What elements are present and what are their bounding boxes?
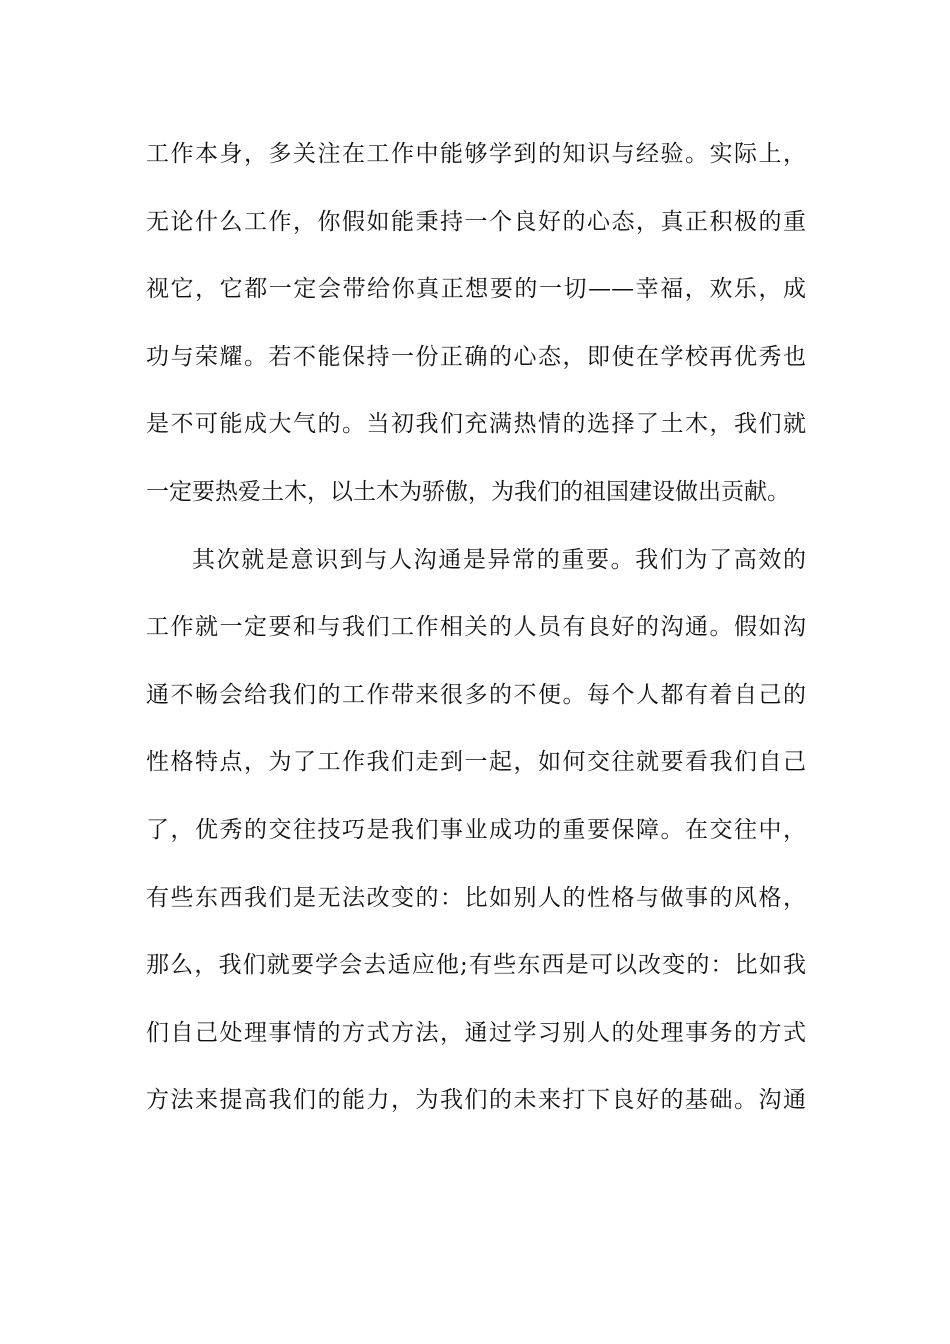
text-line: 是不可能成大气的。当初我们充满热情的选择了土木，我们就 bbox=[146, 411, 806, 438]
text-line: 通不畅会给我们的工作带来很多的不便。每个人都有着自己的 bbox=[146, 681, 806, 708]
text-line: 那么，我们就要学会去适应他;有些东西是可以改变的：比如我 bbox=[146, 952, 806, 979]
body-text bbox=[146, 130, 806, 1144]
paragraph-start-line: 其次就是意识到与人沟通是异常的重要。我们为了高效的 bbox=[192, 546, 806, 573]
paragraph-end-line: 一定要热爱土木，以土木为骄傲，为我们的祖国建设做出贡献。 bbox=[146, 478, 790, 505]
text-line: 有些东西我们是无法改变的：比如别人的性格与做事的风格， bbox=[146, 884, 806, 911]
text-line: 方法来提高我们的能力，为我们的未来打下良好的基础。沟通 bbox=[146, 1087, 806, 1114]
text-line: 了，优秀的交往技巧是我们事业成功的重要保障。在交往中， bbox=[146, 816, 806, 843]
text-line: 工作本身，多关注在工作中能够学到的知识与经验。实际上， bbox=[146, 141, 806, 167]
text-line: 视它，它都一定会带给你真正想要的一切——幸福，欢乐，成 bbox=[146, 276, 806, 303]
text-line: 性格特点，为了工作我们走到一起，如何交往就要看我们自己 bbox=[146, 749, 806, 776]
text-line: 无论什么工作，你假如能秉持一个良好的心态，真正积极的重 bbox=[146, 208, 806, 235]
text-line: 工作就一定要和与我们工作相关的人员有良好的沟通。假如沟 bbox=[146, 614, 806, 641]
text-line: 们自己处理事情的方式方法，通过学习别人的处理事务的方式 bbox=[146, 1019, 806, 1046]
text-line: 功与荣耀。若不能保持一份正确的心态，即使在学校再优秀也 bbox=[146, 343, 806, 370]
